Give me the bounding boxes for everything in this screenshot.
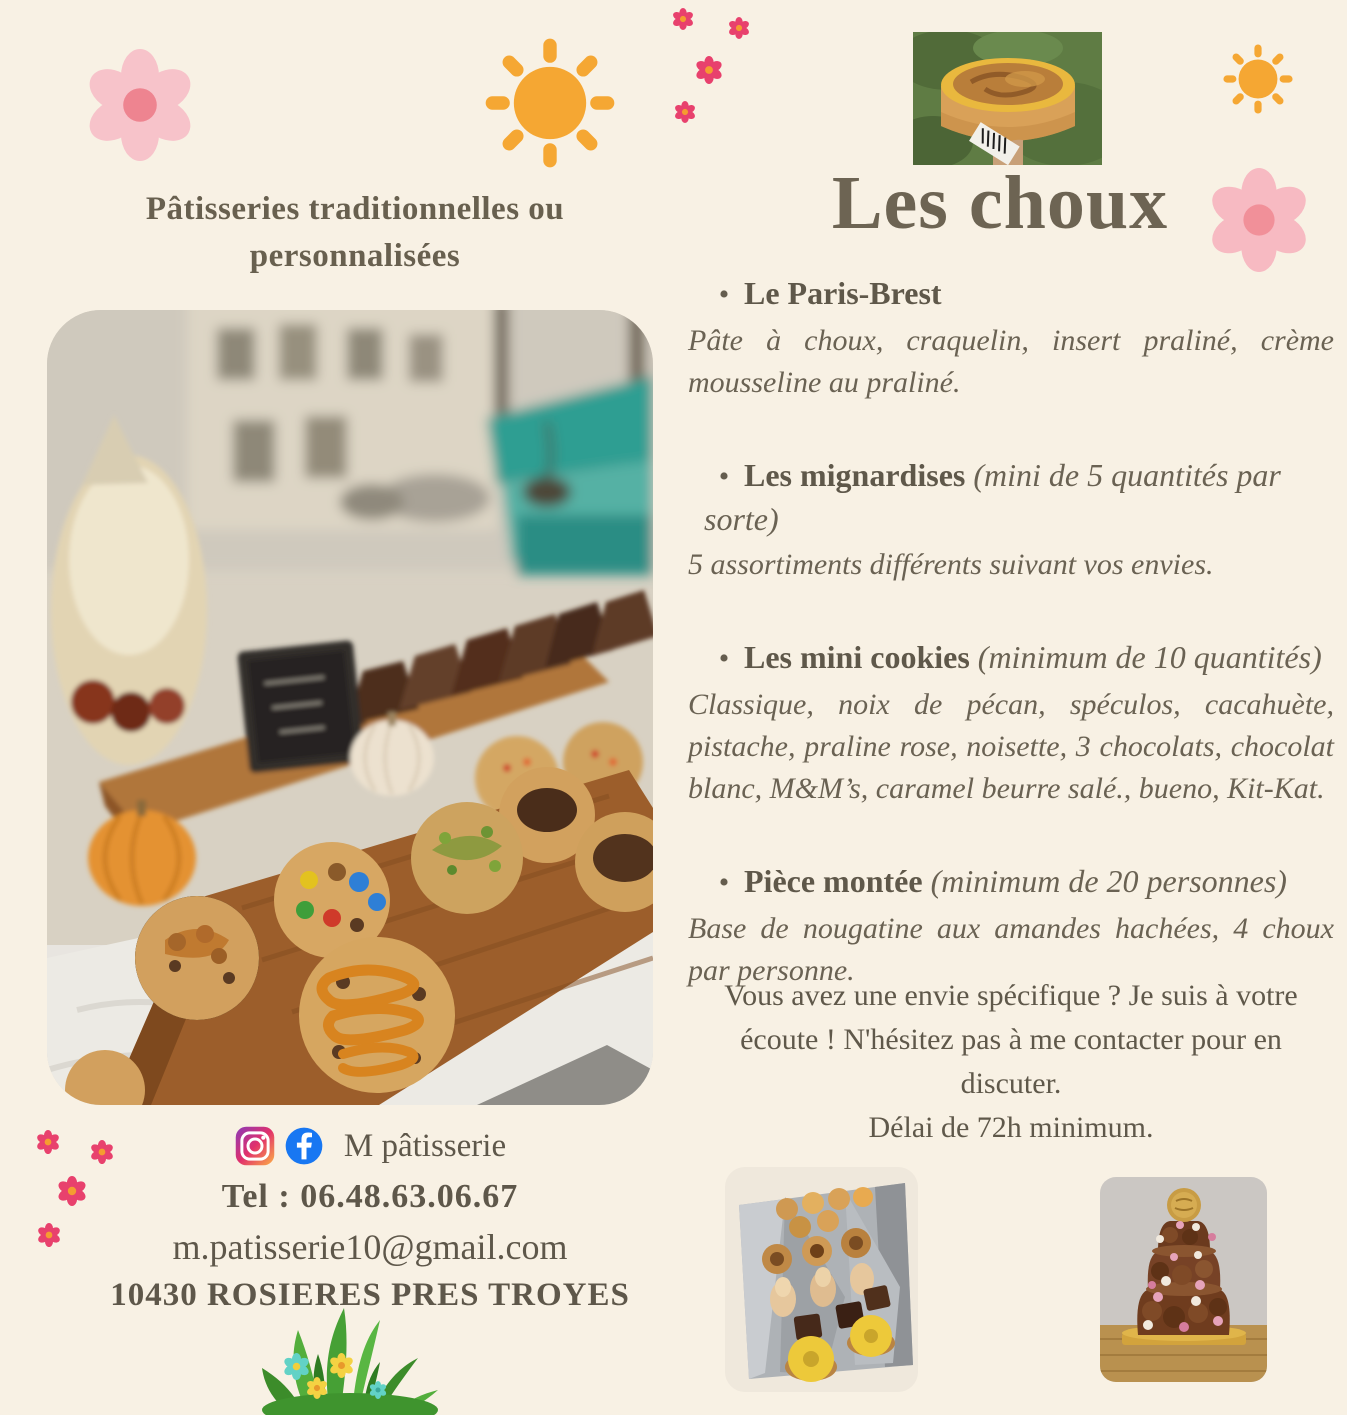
menu-item-description: Base de nougatine aux amandes hachées, 4 choux par personne. <box>688 912 1334 987</box>
menu-item-header <box>688 454 1334 540</box>
bullet-icon: • <box>718 460 730 493</box>
flower-pink-small-icon <box>728 17 750 39</box>
brand-row <box>70 1122 670 1170</box>
menu-item-description: 5 assortiments différents suivant vos envies. <box>688 548 1214 581</box>
bullet-icon: • <box>718 278 730 311</box>
contact-note <box>706 974 1316 1150</box>
menu-item-qualifier: (minimum de 10 quantités) <box>977 639 1322 675</box>
bullet-icon: • <box>718 866 730 899</box>
heading-line-2: personnalisées <box>249 238 461 274</box>
contact-phone[interactable]: Tel : 06.48.63.06.67 <box>221 1178 519 1215</box>
menu-item-name: Pièce montée <box>744 863 923 899</box>
menu-item-piece-montee <box>688 860 1334 992</box>
flan-photo <box>913 32 1102 165</box>
menu-item-mini-cookies <box>688 636 1334 810</box>
menu-item-description: Pâte à choux, craquelin, insert praliné, crème mousseline au praliné. <box>688 324 1334 399</box>
flower-pink-small-icon <box>36 1130 60 1154</box>
menu-item-qualifier: (mini de 5 quantités par sorte) <box>704 457 1281 537</box>
heading-line-1: Pâtisseries traditionnelles ou <box>145 191 565 227</box>
contact-email[interactable]: m.patisserie10@gmail.com <box>172 1227 568 1267</box>
flower-pink-small-icon <box>674 101 696 123</box>
grass-icon <box>260 1302 440 1415</box>
menu-item-header <box>688 636 1334 680</box>
contact-block <box>70 1122 670 1314</box>
menu-item-description: Classique, noix de pécan, spéculos, cacahuète, pistache, praline rose, noisette, 3 chocolats, chocolat blanc, M&M’s, caramel beurre salé., bueno, Kit-Kat. <box>688 688 1334 805</box>
note-delay: Délai de 72h minimum. <box>868 1111 1154 1144</box>
piece-montee-photo <box>1100 1177 1267 1382</box>
menu-item-name: Les mignardises <box>744 457 966 493</box>
menu-list <box>688 272 1334 1042</box>
menu-item-qualifier: (minimum de 20 personnes) <box>930 863 1287 899</box>
sun-large-icon <box>483 36 617 170</box>
facebook-icon[interactable] <box>284 1126 324 1166</box>
menu-item-name: Les mini cookies <box>744 639 970 675</box>
page-title: Les choux <box>831 161 1169 245</box>
flower-pink-large-left-icon <box>84 49 196 161</box>
sun-small-icon <box>1222 43 1294 115</box>
flower-pink-small-icon <box>672 8 694 30</box>
page-heading <box>40 186 670 280</box>
mignardises-photo <box>725 1167 918 1392</box>
menu-item-mignardises <box>688 454 1334 586</box>
instagram-icon[interactable] <box>234 1125 276 1167</box>
note-text: Vous avez une envie spécifique ? Je suis à votre écoute ! N'hésitez pas à me contacter pour en discuter. <box>724 979 1298 1100</box>
bullet-icon: • <box>718 642 730 675</box>
menu-item-name: Le Paris-Brest <box>744 275 942 311</box>
menu-item-paris-brest <box>688 272 1334 404</box>
main-photo-market-cookies <box>47 310 653 1105</box>
brand-name: M pâtisserie <box>343 1127 507 1164</box>
menu-item-header <box>688 272 1334 316</box>
flower-pink-small-icon <box>695 56 723 84</box>
flower-pink-small-icon <box>37 1223 61 1247</box>
contact-address: 10430 ROSIERES PRES TROYES <box>110 1277 630 1313</box>
menu-item-header <box>688 860 1334 904</box>
